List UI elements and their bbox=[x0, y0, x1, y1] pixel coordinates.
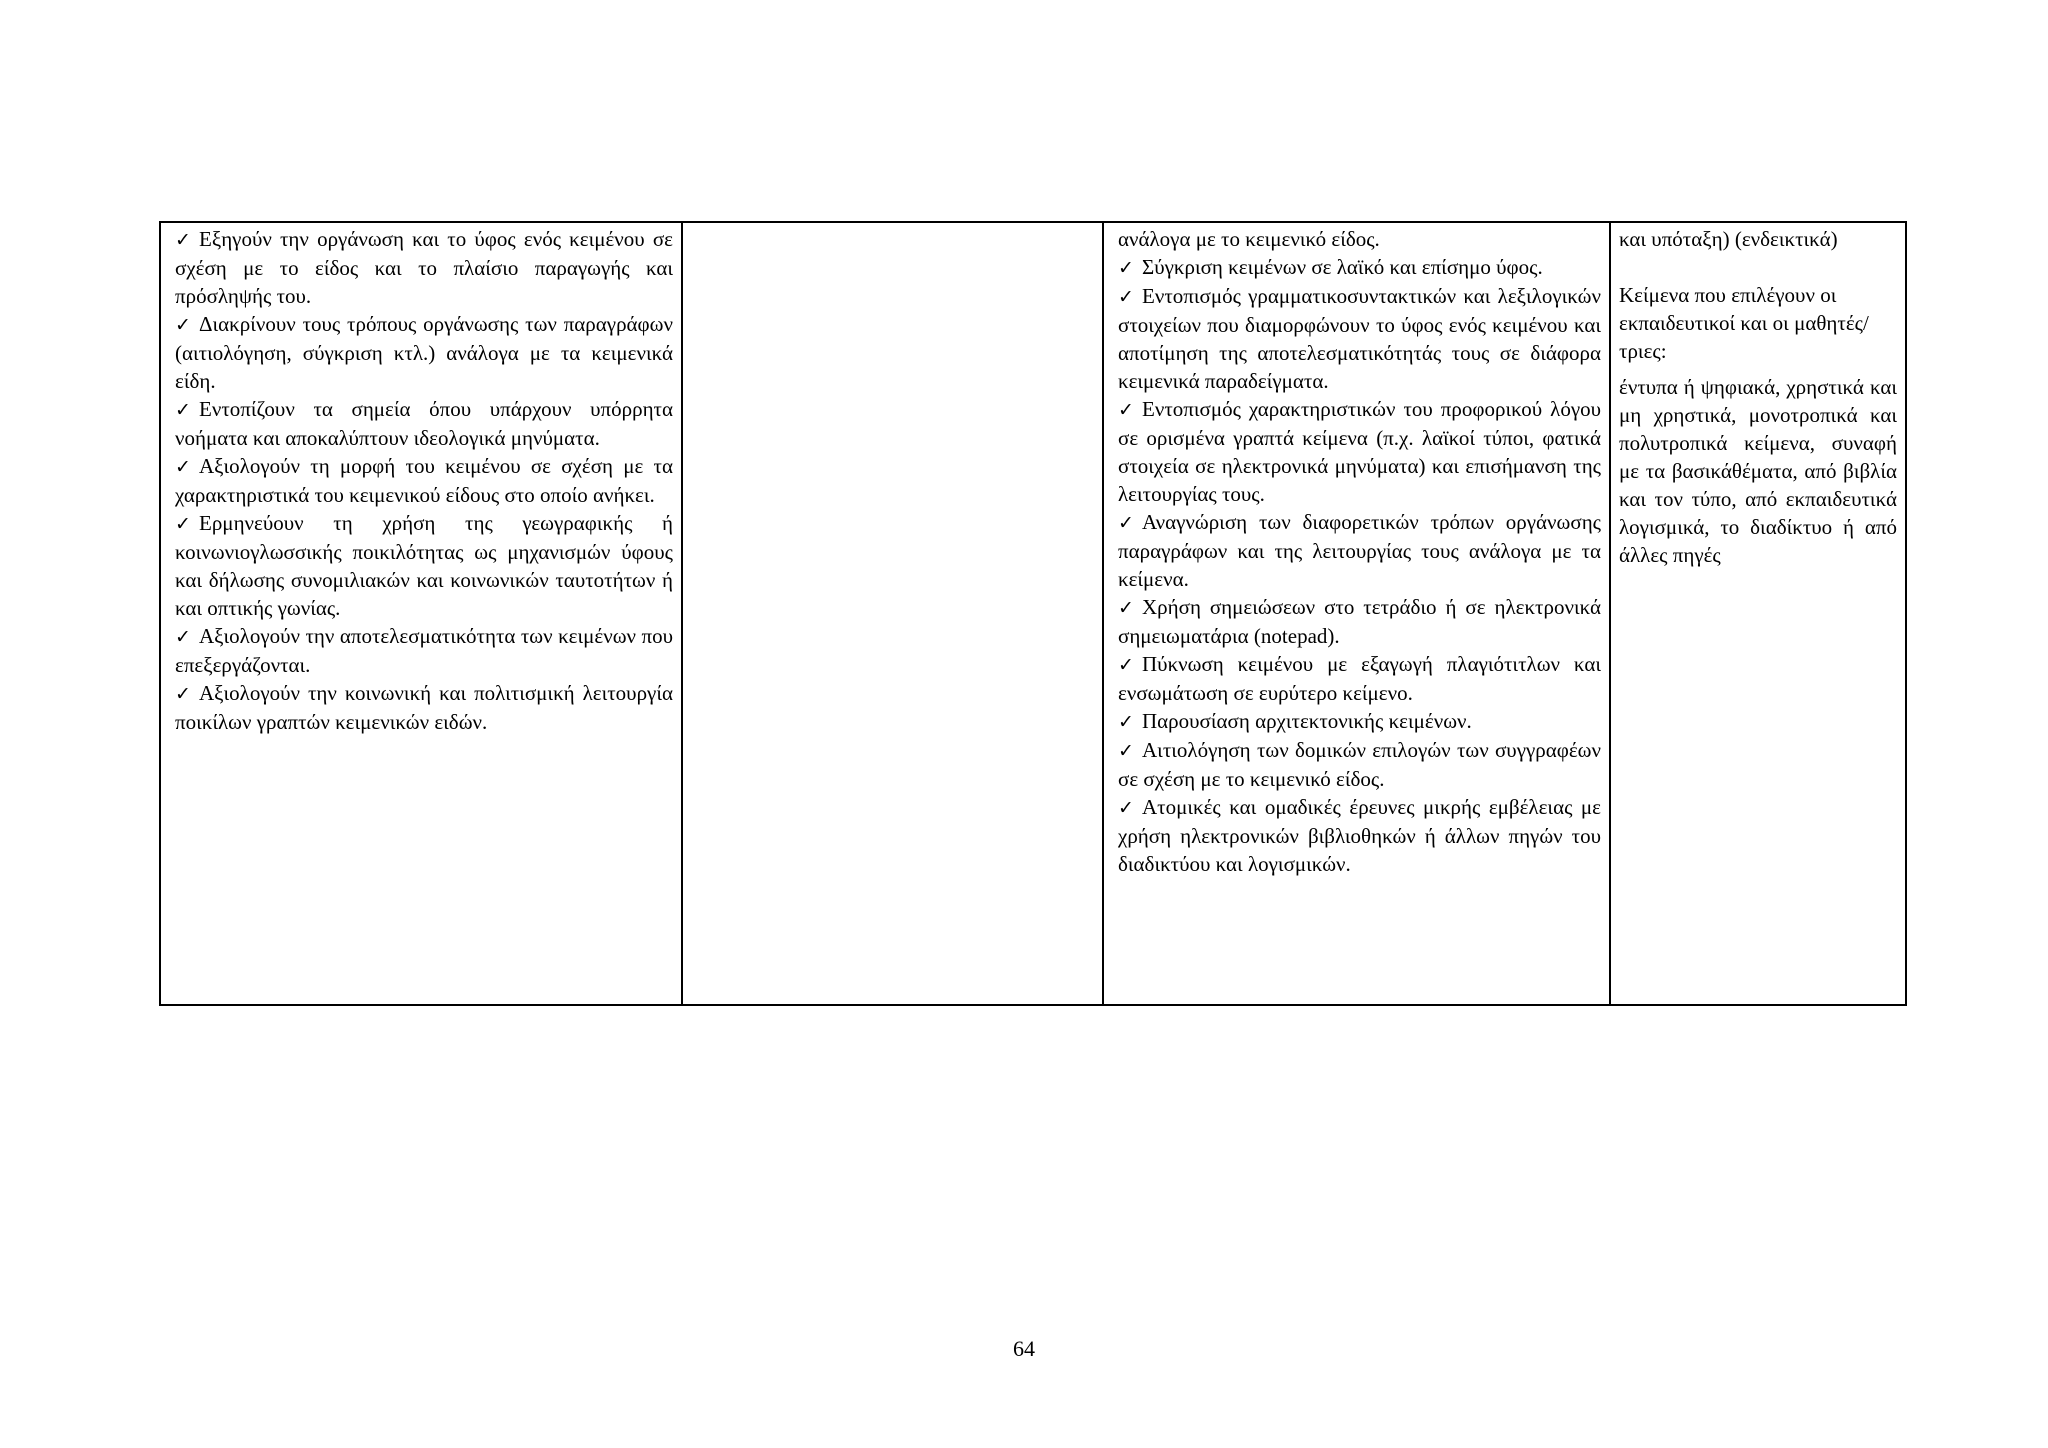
objectives-cell bbox=[160, 222, 682, 1005]
objective-item bbox=[175, 509, 673, 622]
objective-item-text: Διακρίνουν τους τρόπους οργάνωσης των παραγράφων (αιτιολόγηση, σύγκριση κτλ.) ανάλογα με τα κειμενικά είδη. bbox=[175, 312, 673, 393]
check-mark-icon: ✓ bbox=[1118, 512, 1134, 534]
check-mark-icon: ✓ bbox=[1118, 740, 1134, 762]
activity-item-text: Παρουσίαση αρχιτεκτονικής κειμένων. bbox=[1142, 709, 1472, 733]
objective-item bbox=[175, 452, 673, 509]
activities-lead-text: ανάλογα με το κειμενικό είδος. bbox=[1118, 227, 1380, 251]
activity-item-text: Σύγκριση κειμένων σε λαϊκό και επίσημο ύφος. bbox=[1142, 255, 1543, 279]
check-mark-icon: ✓ bbox=[175, 399, 191, 421]
objective-item-text: Αξιολογούν την κοινωνική και πολιτισμική λειτουργία ποικίλων γραπτών κειμενικών ειδών. bbox=[175, 681, 673, 734]
objective-item bbox=[175, 310, 673, 395]
materials-lead-text: και υπόταξη) (ενδεικτικά) bbox=[1619, 227, 1838, 251]
check-mark-icon: ✓ bbox=[175, 314, 191, 336]
activity-item-text: Εντοπισμός γραμματικοσυντακτικών και λεξιλογικών στοιχείων που διαμορφώνουν το ύφος ενός κειμένου και αποτίμηση της αποτελεσματικότητάς τους σε διάφορα κειμενικά παραδείγματα. bbox=[1118, 284, 1601, 393]
check-mark-icon: ✓ bbox=[1118, 257, 1134, 279]
activity-item-text: Εντοπισμός χαρακτηριστικών του προφορικού λόγου σε ορισμένα γραπτά κείμενα (π.χ. λαϊκοί τύποι, φατικά στοιχεία σε ηλεκτρονικά μηνύματα) και επισήμανση της λειτουργίας τους. bbox=[1118, 397, 1601, 506]
activity-item bbox=[1118, 593, 1601, 650]
empty-cell bbox=[682, 222, 1103, 1005]
check-mark-icon: ✓ bbox=[175, 513, 191, 535]
check-mark-icon: ✓ bbox=[1118, 654, 1134, 676]
objective-item-text: Ερμηνεύουν τη χρήση της γεωγραφικής ή κοινωνιογλωσσικής ποικιλότητας ως μηχανισμών ύφους και δήλωσης συνομιλιακών και κοινωνικών ταυτοτήτων ή και οπτικής γωνίας. bbox=[175, 511, 673, 620]
materials-body: έντυπα ή ψηφιακά, χρηστικά και μη χρηστικά, μονοτροπικά και πολυτροπικά κείμενα, συναφή με τα βασικάθέματα, από βιβλία και τον τύπο, από εκπαιδευτικά λογισμικά, το διαδίκτυο ή από άλλες πηγές bbox=[1619, 375, 1897, 567]
activities-cell bbox=[1103, 222, 1610, 1005]
activity-item bbox=[1118, 508, 1601, 593]
check-mark-icon: ✓ bbox=[175, 626, 191, 648]
check-mark-icon: ✓ bbox=[1118, 797, 1134, 819]
activities-list bbox=[1104, 223, 1609, 878]
activity-item-text: Πύκνωση κειμένου με εξαγωγή πλαγιότιτλων και ενσωμάτωση σε ευρύτερο κείμενο. bbox=[1118, 652, 1601, 705]
check-mark-icon: ✓ bbox=[175, 683, 191, 705]
objective-item-text: Εξηγούν την οργάνωση και το ύφος ενός κειμένου σε σχέση με το είδος και το πλαίσιο παραγωγής και πρόσληψής του. bbox=[175, 227, 673, 308]
materials-content bbox=[1611, 223, 1905, 569]
page-number: 64 bbox=[1013, 1336, 1035, 1361]
check-mark-icon: ✓ bbox=[175, 456, 191, 478]
objective-item-text: Εντοπίζουν τα σημεία όπου υπάρχουν υπόρρητα νοήματα και αποκαλύπτουν ιδεολογικά μηνύματα. bbox=[175, 397, 673, 450]
objective-item bbox=[175, 395, 673, 452]
objectives-list bbox=[161, 223, 681, 736]
activity-item-text: Ατομικές και ομαδικές έρευνες μικρής εμβέλειας με χρήση ηλεκτρονικών βιβλιοθηκών ή άλλων πηγών του διαδικτύου και λογισμικών. bbox=[1118, 795, 1601, 876]
check-mark-icon: ✓ bbox=[1118, 399, 1134, 421]
objective-item-text: Αξιολογούν την αποτελεσματικότητα των κειμένων που επεξεργάζονται. bbox=[175, 624, 673, 677]
activity-item-text: Χρήση σημειώσεων στο τετράδιο ή σε ηλεκτρονικά σημειωματάρια (notepad). bbox=[1118, 595, 1601, 648]
activity-item bbox=[1118, 707, 1601, 736]
table-row bbox=[160, 222, 1906, 1005]
activity-item-text: Αιτιολόγηση των δομικών επιλογών των συγγραφέων σε σχέση με το κειμενικό είδος. bbox=[1118, 738, 1601, 791]
objective-item bbox=[175, 622, 673, 679]
materials-heading: Κείμενα που επιλέγουν οι εκπαιδευτικοί και οι μαθητές/τριες: bbox=[1619, 283, 1869, 363]
objective-item-text: Αξιολογούν τη μορφή του κειμένου σε σχέση με τα χαρακτηριστικά του κειμενικού είδους στο οποίο ανήκει. bbox=[175, 454, 673, 507]
objective-item bbox=[175, 679, 673, 736]
check-mark-icon: ✓ bbox=[1118, 711, 1134, 733]
check-mark-icon: ✓ bbox=[1118, 597, 1134, 619]
activity-item bbox=[1118, 253, 1601, 282]
materials-cell bbox=[1610, 222, 1906, 1005]
activity-item bbox=[1118, 282, 1601, 395]
check-mark-icon: ✓ bbox=[1118, 286, 1134, 308]
activity-item bbox=[1118, 793, 1601, 878]
curriculum-table bbox=[159, 221, 1907, 1006]
activity-item-text: Αναγνώριση των διαφορετικών τρόπων οργάνωσης παραγράφων και της λειτουργίας τους ανάλογα με τα κείμενα. bbox=[1118, 510, 1601, 591]
activity-item bbox=[1118, 395, 1601, 508]
check-mark-icon: ✓ bbox=[175, 229, 191, 251]
objective-item bbox=[175, 225, 673, 310]
activity-item bbox=[1118, 650, 1601, 707]
activity-item bbox=[1118, 736, 1601, 793]
